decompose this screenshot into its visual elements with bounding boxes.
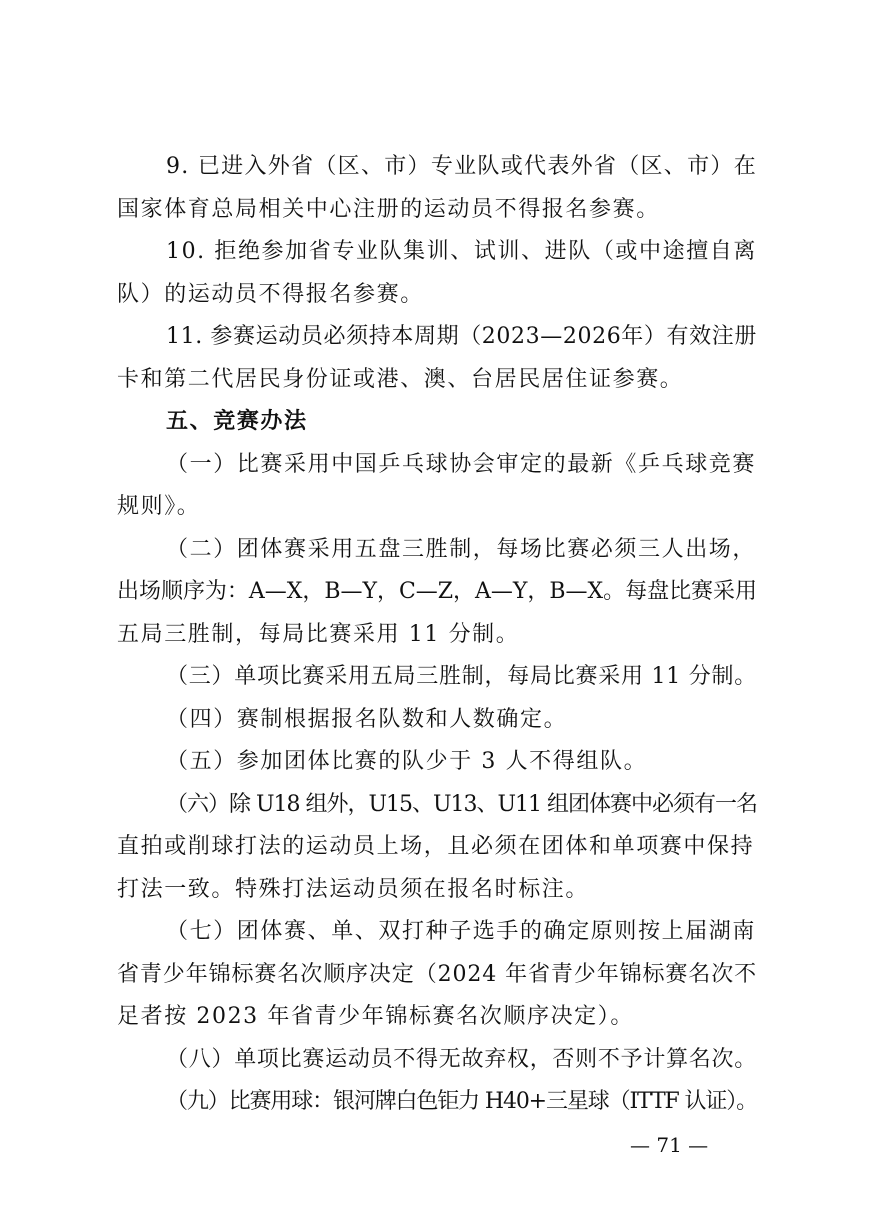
paragraph-10-line-1: 10. 拒绝参加省专业队集训、试训、进队（或中途擅自离 — [166, 239, 757, 264]
rule-9-line-1: （九）比赛用球：银河牌白色钜力 H40+三星球（ITTF 认证）。 — [166, 1089, 757, 1114]
section-heading-5: 五、竞赛办法 — [166, 409, 308, 434]
rule-2-line-1: （二）团体赛采用五盘三胜制，每场比赛必须三人出场， — [166, 537, 757, 562]
paragraph-11-line-2: 卡和第二代居民身份证或港、澳、台居民居住证参赛。 — [117, 367, 684, 392]
rule-7-line-2: 省青少年锦标赛名次顺序决定（2024 年省青少年锦标赛名次不 — [117, 962, 757, 987]
rule-6-line-3: 打法一致。特殊打法运动员须在报名时标注。 — [117, 877, 590, 902]
rule-6-line-1: （六）除 U18 组外，U15、U13、U11 组团体赛中必须有一名 — [166, 792, 757, 817]
page-number: — 71 — — [630, 1133, 709, 1157]
paragraph-9-line-1: 9. 已进入外省（区、市）专业队或代表外省（区、市）在 — [166, 154, 757, 179]
rule-6-line-2: 直拍或削球打法的运动员上场，且必须在团体和单项赛中保持 — [117, 834, 755, 859]
paragraph-11-line-1: 11. 参赛运动员必须持本周期（2023—2026年）有效注册 — [166, 324, 757, 349]
rule-7-line-1: （七）团体赛、单、双打种子选手的确定原则按上届湖南 — [166, 919, 757, 944]
rule-2-line-2: 出场顺序为：A—X，B—Y，C—Z，A—Y，B—X。每盘比赛采用 — [117, 579, 757, 604]
rule-1-line-1: （一）比赛采用中国乒乓球协会审定的最新《乒乓球竞赛 — [166, 452, 757, 477]
rule-5-line-1: （五）参加团体比赛的队少于 3 人不得组队。 — [166, 749, 648, 774]
rule-3-line-1: （三）单项比赛采用五局三胜制，每局比赛采用 11 分制。 — [166, 664, 757, 689]
rule-7-line-3: 足者按 2023 年省青少年锦标赛名次顺序决定）。 — [117, 1004, 634, 1029]
paragraph-10-line-2: 队）的运动员不得报名参赛。 — [117, 282, 424, 307]
rule-4-line-1: （四）赛制根据报名队数和人数确定。 — [166, 707, 568, 732]
rule-2-line-3: 五局三胜制，每局比赛采用 11 分制。 — [117, 622, 520, 647]
rule-8-line-1: （八）单项比赛运动员不得无故弃权，否则不予计算名次。 — [166, 1047, 757, 1072]
rule-1-line-2: 规则》。 — [117, 494, 201, 519]
paragraph-9-line-2: 国家体育总局相关中心注册的运动员不得报名参赛。 — [117, 197, 660, 222]
